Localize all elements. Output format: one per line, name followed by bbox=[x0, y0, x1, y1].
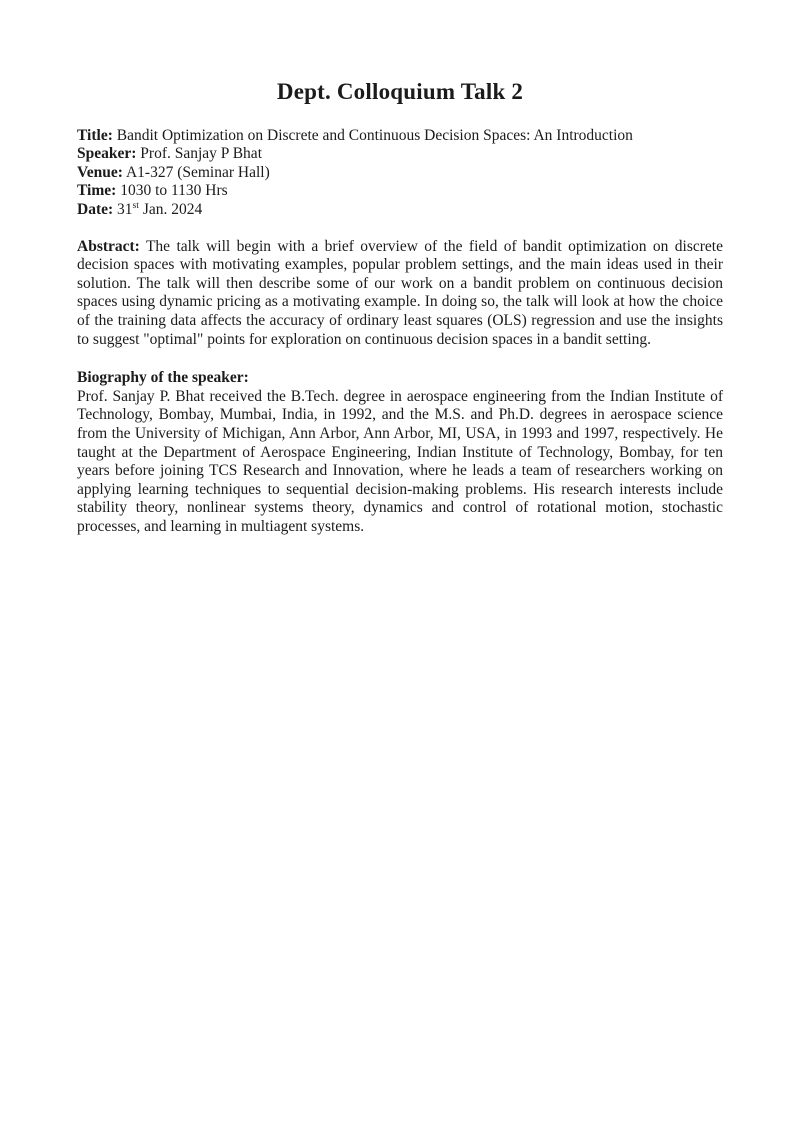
talk-details bbox=[77, 127, 723, 220]
venue-label: Venue: bbox=[77, 163, 123, 181]
detail-row-date bbox=[77, 201, 723, 220]
title-label: Title: bbox=[77, 126, 113, 144]
detail-row-venue bbox=[77, 164, 723, 183]
abstract-paragraph bbox=[77, 238, 723, 350]
time-value: 1030 to 1130 Hrs bbox=[120, 182, 228, 200]
abstract-label: Abstract: bbox=[77, 237, 140, 255]
date-ordinal-suffix: st bbox=[132, 199, 139, 211]
date-rest: Jan. 2024 bbox=[138, 200, 203, 218]
biography-paragraph bbox=[77, 388, 723, 537]
speaker-label: Speaker: bbox=[77, 145, 137, 163]
venue-value: A1-327 (Seminar Hall) bbox=[125, 163, 270, 181]
speaker-value: Prof. Sanjay P Bhat bbox=[140, 145, 262, 163]
detail-row-title bbox=[77, 127, 723, 146]
detail-row-speaker bbox=[77, 145, 723, 164]
date-value bbox=[117, 201, 202, 218]
date-label: Date: bbox=[77, 200, 114, 218]
date-day: 31 bbox=[117, 200, 133, 218]
page-title: Dept. Colloquium Talk 2 bbox=[276, 79, 524, 104]
time-label: Time: bbox=[77, 182, 117, 200]
biography-heading: Biography of the speaker: bbox=[77, 369, 249, 387]
detail-row-time bbox=[77, 182, 723, 201]
biography-text: Prof. Sanjay P. Bhat received the B.Tech. degree in aerospace engineering from the Indian Institute of Technology, Bombay, Mumbai, India, in 1992, and the M.S. and Ph.D. degrees in aerospace science from the University of Michigan, Ann Arbor, Ann Arbor, MI, USA, in 1993 and 1997, respectively. He taught at the Department of Aerospace Engineering, Indian Institute of Technology, Bombay, for ten years before joining TCS Research and Innovation, where he leads a team of researchers working on applying learning techniques to sequential decision-making problems. His research interests include stability theory, nonlinear systems theory, dynamics and control of rotational motion, stochastic processes, and learning in multiagent systems. bbox=[77, 387, 723, 535]
abstract-text: The talk will begin with a brief overview of the field of bandit optimization on discrete decision spaces with motivating examples, popular problem settings, and the main ideas used in their solution. The talk will then describe some of our work on a bandit problem on continuous decision spaces using dynamic pricing as a motivating example. In doing so, the talk will look at how the choice of the training data affects the accuracy of ordinary least squares (OLS) regression and use the insights to suggest "optimal" points for exploration on continuous decision spaces in a bandit setting. bbox=[77, 237, 723, 348]
title-value: Bandit Optimization on Discrete and Continuous Decision Spaces: An Introduction bbox=[116, 126, 633, 144]
